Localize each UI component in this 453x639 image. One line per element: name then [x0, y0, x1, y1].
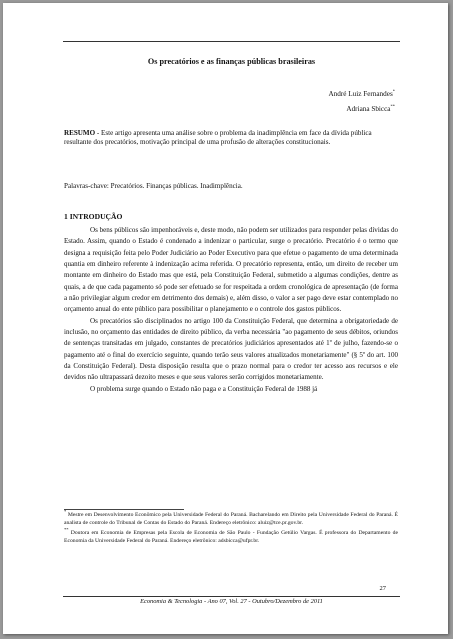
page-number: 27 [379, 585, 386, 592]
paragraph: Os bens públicos são impenhoráveis e, deste modo, não podem ser utilizados para responder pelas dívidas do Estado. Assim, quando o Estado é condenado a indenizar o particular, surge o precatório. Precatório é o termo que designa a requisição feita pelo Poder Judiciário ao Poder Executivo para que efetue o pagamento de uma determinada quantia em dinheiro referente à indenização acima referida. O precatório representa, então, um direito de receber um montante em dinheiro do Estado mas que está, pela Constituição Federal, submetido a algumas condições, dentre as quais, a de que cada pagamento só pode ser efetuado se for respeitada a ordem cronológica de apresentação (de forma a não privilegiar algum credor em detrimento dos demais) e, além disso, o valor a ser pago deve estar contemplado no orçamento anual do ente público para possibilitar o planejamento e o controle dos gastos públicos. [64, 226, 398, 314]
footnote-2: ** Doutora em Economia de Empresas pela Escola de Economia de São Paulo - Fundação Getúlio Vargas. É professora do Departamento de Economia da Universidade Federal do Paraná. Endereço eletrônico: adsbicca@ufpr.br. [64, 527, 398, 545]
abstract-label: RESUMO [64, 129, 96, 137]
paragraph: Os precatórios são disciplinados no artigo 100 da Constituição Federal, que determina a obrigatoriedade de inclusão, no orçamento das entidades de direito público, da verba necessária "ao pagamento de seus débitos, oriundos de sentenças transitadas em julgado, constantes de precatórios judiciários apresentados até 1º de julho, fazendo-se o pagamento até o final do exercício seguinte, quando terão seus valores atualizados monetariamente" (§ 5º do art. 100 da Constituição Federal). Desta disposição resulta que o prazo normal para o credor ter acesso aos recursos e ele devidos não ultrapassará dezoito meses e que seus valores serão corrigidos monetariamente. [64, 316, 398, 382]
footnote-1: * Mestre em Desenvolvimento Econômico pela Universidade Federal do Paraná. Bacharelando em Direito pela Universidade Federal do Paraná. É analista de controle do Tribunal de Contas do Estado do Paraná. Endereço eletrônico: aluiz@tce.pr.gov.br. [64, 509, 398, 526]
author-2: Adriana Sbicca** [346, 103, 395, 113]
keywords: Palavras-chave: Precatórios. Finanças públicas. Inadimplência. [64, 182, 243, 190]
footnotes [64, 509, 398, 546]
footnote-rule [64, 509, 184, 510]
journal-footer: Economia & Tecnologia - Ano 07, Vol. 27 - Outubro/Dezembro de 2011 [140, 598, 323, 605]
abstract [64, 129, 398, 148]
paragraph: O problema surge quando o Estado não paga e a Constituição Federal de 1988 já [90, 384, 318, 393]
abstract-text: - Este artigo apresenta uma análise sobre o problema da inadimplência em face da dívida pública resultante dos precatórios, motivação principal de uma profusão de alterações constitucionais. [64, 129, 372, 147]
article-title: Os precatórios e as finanças públicas brasileiras [147, 57, 316, 66]
paper-page [3, 3, 448, 634]
author-1: André Luiz Fernandes* [328, 88, 395, 98]
section-heading: 1 INTRODUÇÃO [64, 212, 123, 221]
header-rule [63, 41, 400, 42]
footer-rule [63, 596, 400, 597]
body-text [64, 225, 398, 395]
